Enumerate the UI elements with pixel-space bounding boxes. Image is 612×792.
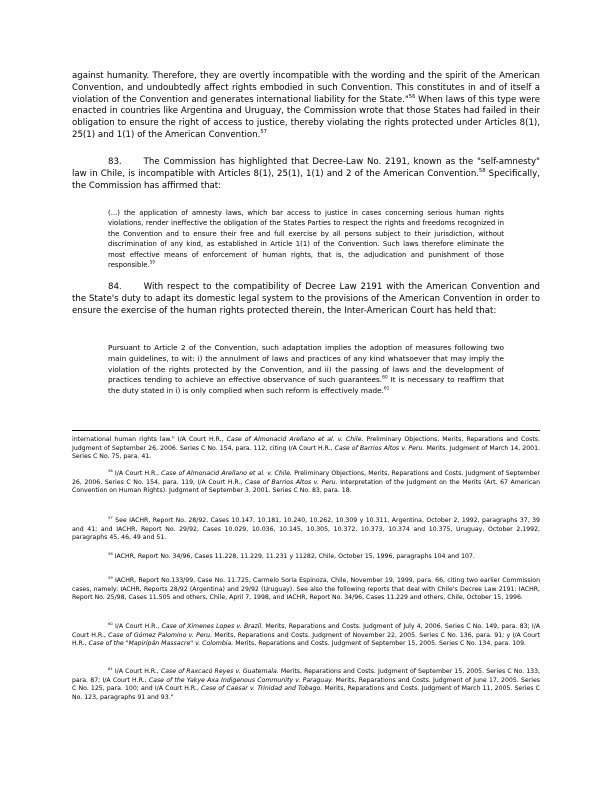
fn-text: Merits, Reparations and Costs. Judgment of September 15, 2005. Series C No. 133, para. 87; I/A Court H.R., xyxy=(72,668,540,684)
footnote-number: 58 xyxy=(108,551,113,556)
case-name: Case of the Yakye Axa Indigenous Community v. Paraguay. xyxy=(148,676,334,684)
footnote-ref-57[interactable]: 57 xyxy=(260,129,267,136)
intro-text-2: When laws of this type were enacted in countries like Argentina and Uruguay, the Commission wrote that those States had failed in their obligation to ensure the right of access to justice, thereby violating the rights protected under Articles 8(1), 25(1) and 1(1) of the American Convention. xyxy=(72,94,541,140)
intro-paragraph xyxy=(72,71,540,142)
footnote-ref-58[interactable]: 58 xyxy=(479,167,486,174)
footnote-number: 60 xyxy=(108,621,113,626)
fn-text: Merits, Reparations and Costs. Judgment of June 17, 2005. Series C No. 125, para. 100; and I/A Court H.R., xyxy=(72,676,541,693)
fn-text: Merits, Reparations and Costs. Judgment of July 4, 2006. Series C No. 149, para. 83; I/A Court H.R., xyxy=(72,623,541,639)
paragraph-84 xyxy=(72,282,540,317)
fn-text: IACHR, Report No.133/99, Case No. 11.725, Carmelo Soria Espinoza, Chile, November 19, 1999, para. 66, citing two earlier Commission cases, namely: IACHR, Reports 28/92 (Argentina) and 29/92 (Uruguay). See also the following reports that deal with Chile's Decree Law 2191: IACHR, Report No. 25/98, Cases 11.505 and others, Chile, April 7, 1998, and IACHR, Report No. 34/96, Cases 11.229 and others, Chile, October 15, 1996. xyxy=(72,577,540,602)
block-quote-1 xyxy=(108,208,504,270)
case-name: Case of Almonacid Arellano et al. v. Chile. xyxy=(226,436,364,443)
fn-text: Merits, Reparations and Costs. Judgment of March 11, 2005. Series C No. 123, paragraphs 91 and 93." xyxy=(72,685,541,702)
case-name: Case of Caesar v. Trinidad and Tobago. xyxy=(200,685,323,693)
footnote-ref-56[interactable]: 56 xyxy=(408,93,416,100)
fn-text: international human rights law." I/A Court H.R., xyxy=(72,436,227,443)
fn-text: Merits. Judgment of March 14, 2001. Series C No. 75, para. 41. xyxy=(72,444,540,461)
paragraph-83-text-2: Specifically, the Commission has affirmed that: xyxy=(72,168,540,191)
footnote-59 xyxy=(72,577,540,603)
case-name: Case of Gómez Palomino v. Peru. xyxy=(108,631,213,639)
paragraph-83 xyxy=(72,157,540,192)
quote-2-text-2: It is necessary to reaffirm that the duty stated in i) is only complied when such reform is effectively made. xyxy=(108,375,505,396)
fn-text: Merits, Reparations and Costs. Judgment of November 22, 2005. Series C No. 136, para. 91; y I/A Court H.R., xyxy=(72,631,540,648)
fn-text: I/A Court H.R., xyxy=(112,470,162,477)
paragraph-number: 83. xyxy=(108,157,122,167)
footnote-number: 56 xyxy=(108,468,113,473)
fn-text: I/A Court H.R., xyxy=(112,668,161,675)
footnote-number: 59 xyxy=(108,575,113,580)
footnote-number: 61 xyxy=(108,666,113,671)
footnote-57 xyxy=(72,517,540,543)
case-name: Case of Almonacid Arellano et al. v. Chile. xyxy=(161,470,292,477)
block-quote-2 xyxy=(108,343,504,397)
fn-text: Preliminary Objections, Merits, Reparations and Costs. Judgment of September 26, 2006. Series C No. 154, para. 119, I/A Court H.R., xyxy=(72,470,540,486)
case-name: Case of the "Mapiripán Massacre" v. Colombia. xyxy=(88,640,234,648)
footnote-number: 57 xyxy=(108,515,113,520)
paragraph-83-text: The Commission has highlighted that Decree-Law No. 2191, known as the "self-amnesty" law in Chile, is incompatible with Articles 8(1), 25(1), 1(1) and 2 of the American Convention. xyxy=(72,157,540,179)
case-name: Case of Ximenes Lopes v. Brazil. xyxy=(161,623,264,630)
fn-text: Interpretation of the Judgment on the Merits (Art. 67 American Convention on Human Rights). Judgment of September 3, 2001. Series C No. 83, para. 18. xyxy=(72,478,540,495)
footnote-ref-59[interactable]: 59 xyxy=(149,259,155,265)
case-name: Case of Barrios Altos v. Peru. xyxy=(334,444,425,452)
footnote-ref-61[interactable]: 61 xyxy=(383,386,390,392)
footnote-56 xyxy=(72,470,540,496)
footnote-60 xyxy=(72,623,540,649)
footnote-ref-60[interactable]: 60 xyxy=(382,375,388,381)
fn-text: IACHR, Report No. 34/96, Cases 11.228, 11.229, 11.231 y 11282, Chile, October 15, 1996, paragraphs 104 and 107. xyxy=(112,553,475,560)
fn-text: I/A Court H.R., xyxy=(112,623,162,630)
paragraph-84-text: With respect to the compatibility of Decree Law 2191 with the American Convention and the State's duty to adapt its domestic legal system to the provisions of the American Convention in order to ensure the exercise of the human rights protected therein, the Inter-American Court has held that: xyxy=(72,282,540,316)
fn-text: Merits, Reparations and Costs. Judgment of September 15, 2005. Series C No. 134, para. 109. xyxy=(233,640,527,648)
fn-text: See IACHR, Report No. 28/92, Cases 10.147, 10.181, 10.240, 10.262, 10.309 y 10.311, Argentina, October 2, 1992, paragraphs 37, 39 and 41; and IACHR, Report No. 29/92, Cases 10.029, 10.036, 10.145, 10.305, 10.372, 10.373, 10.374 and 10.375, Uruguay, October 2,1992, paragraphs 45, 46, 49 and 51. xyxy=(72,517,540,542)
quote-2-text: Pursuant to Article 2 of the Convention, such adaptation implies the adoption of measures following two main guidelines, to wit: i) the annulment of laws and practices of any kind whatsoever that may imply the violation of the rights protected by the Convention, and ii) the passing of laws and the development of practices tending to achieve an effective observance of such guarantees. xyxy=(108,343,504,385)
footnote-separator xyxy=(72,430,540,431)
fn-text: Preliminary Objections, Merits, Reparations and Costs. Judgment of September 26, 2006. Series C No. 154, para. 112, citing I/A Court H.R., xyxy=(72,436,540,452)
case-name: Case of Raxcacó Reyes v. Guatemala. xyxy=(160,668,279,675)
paragraph-number: 84. xyxy=(108,282,122,292)
footnote-continuation xyxy=(72,436,540,462)
footnote-61 xyxy=(72,668,540,703)
quote-1-text: (...) the application of amnesty laws, which bar access to justice in cases concerning serious human rights violations, render ineffective the obligation of the States Parties to respect the rights and freedoms recognized in the Convention and to ensure their free and full exercise by all persons subject to their jurisdiction, without discrimination of any kind, as established in Article 1(1) of the Convention. Such laws therefore eliminate the most effective means of enforcement of human rights, that is, the adjudication and punishment of those responsible. xyxy=(108,209,504,270)
intro-text: against humanity. Therefore, they are overtly incompatible with the wording and the spirit of the American Convention, and undoubtedly affect rights embodied in such Convention. This constitutes in and of itself a violation of the Convention and generates international liability for the State." xyxy=(72,71,540,105)
footnote-58 xyxy=(72,553,540,562)
case-name: Case of Barrios Altos v. Peru. xyxy=(245,478,338,486)
